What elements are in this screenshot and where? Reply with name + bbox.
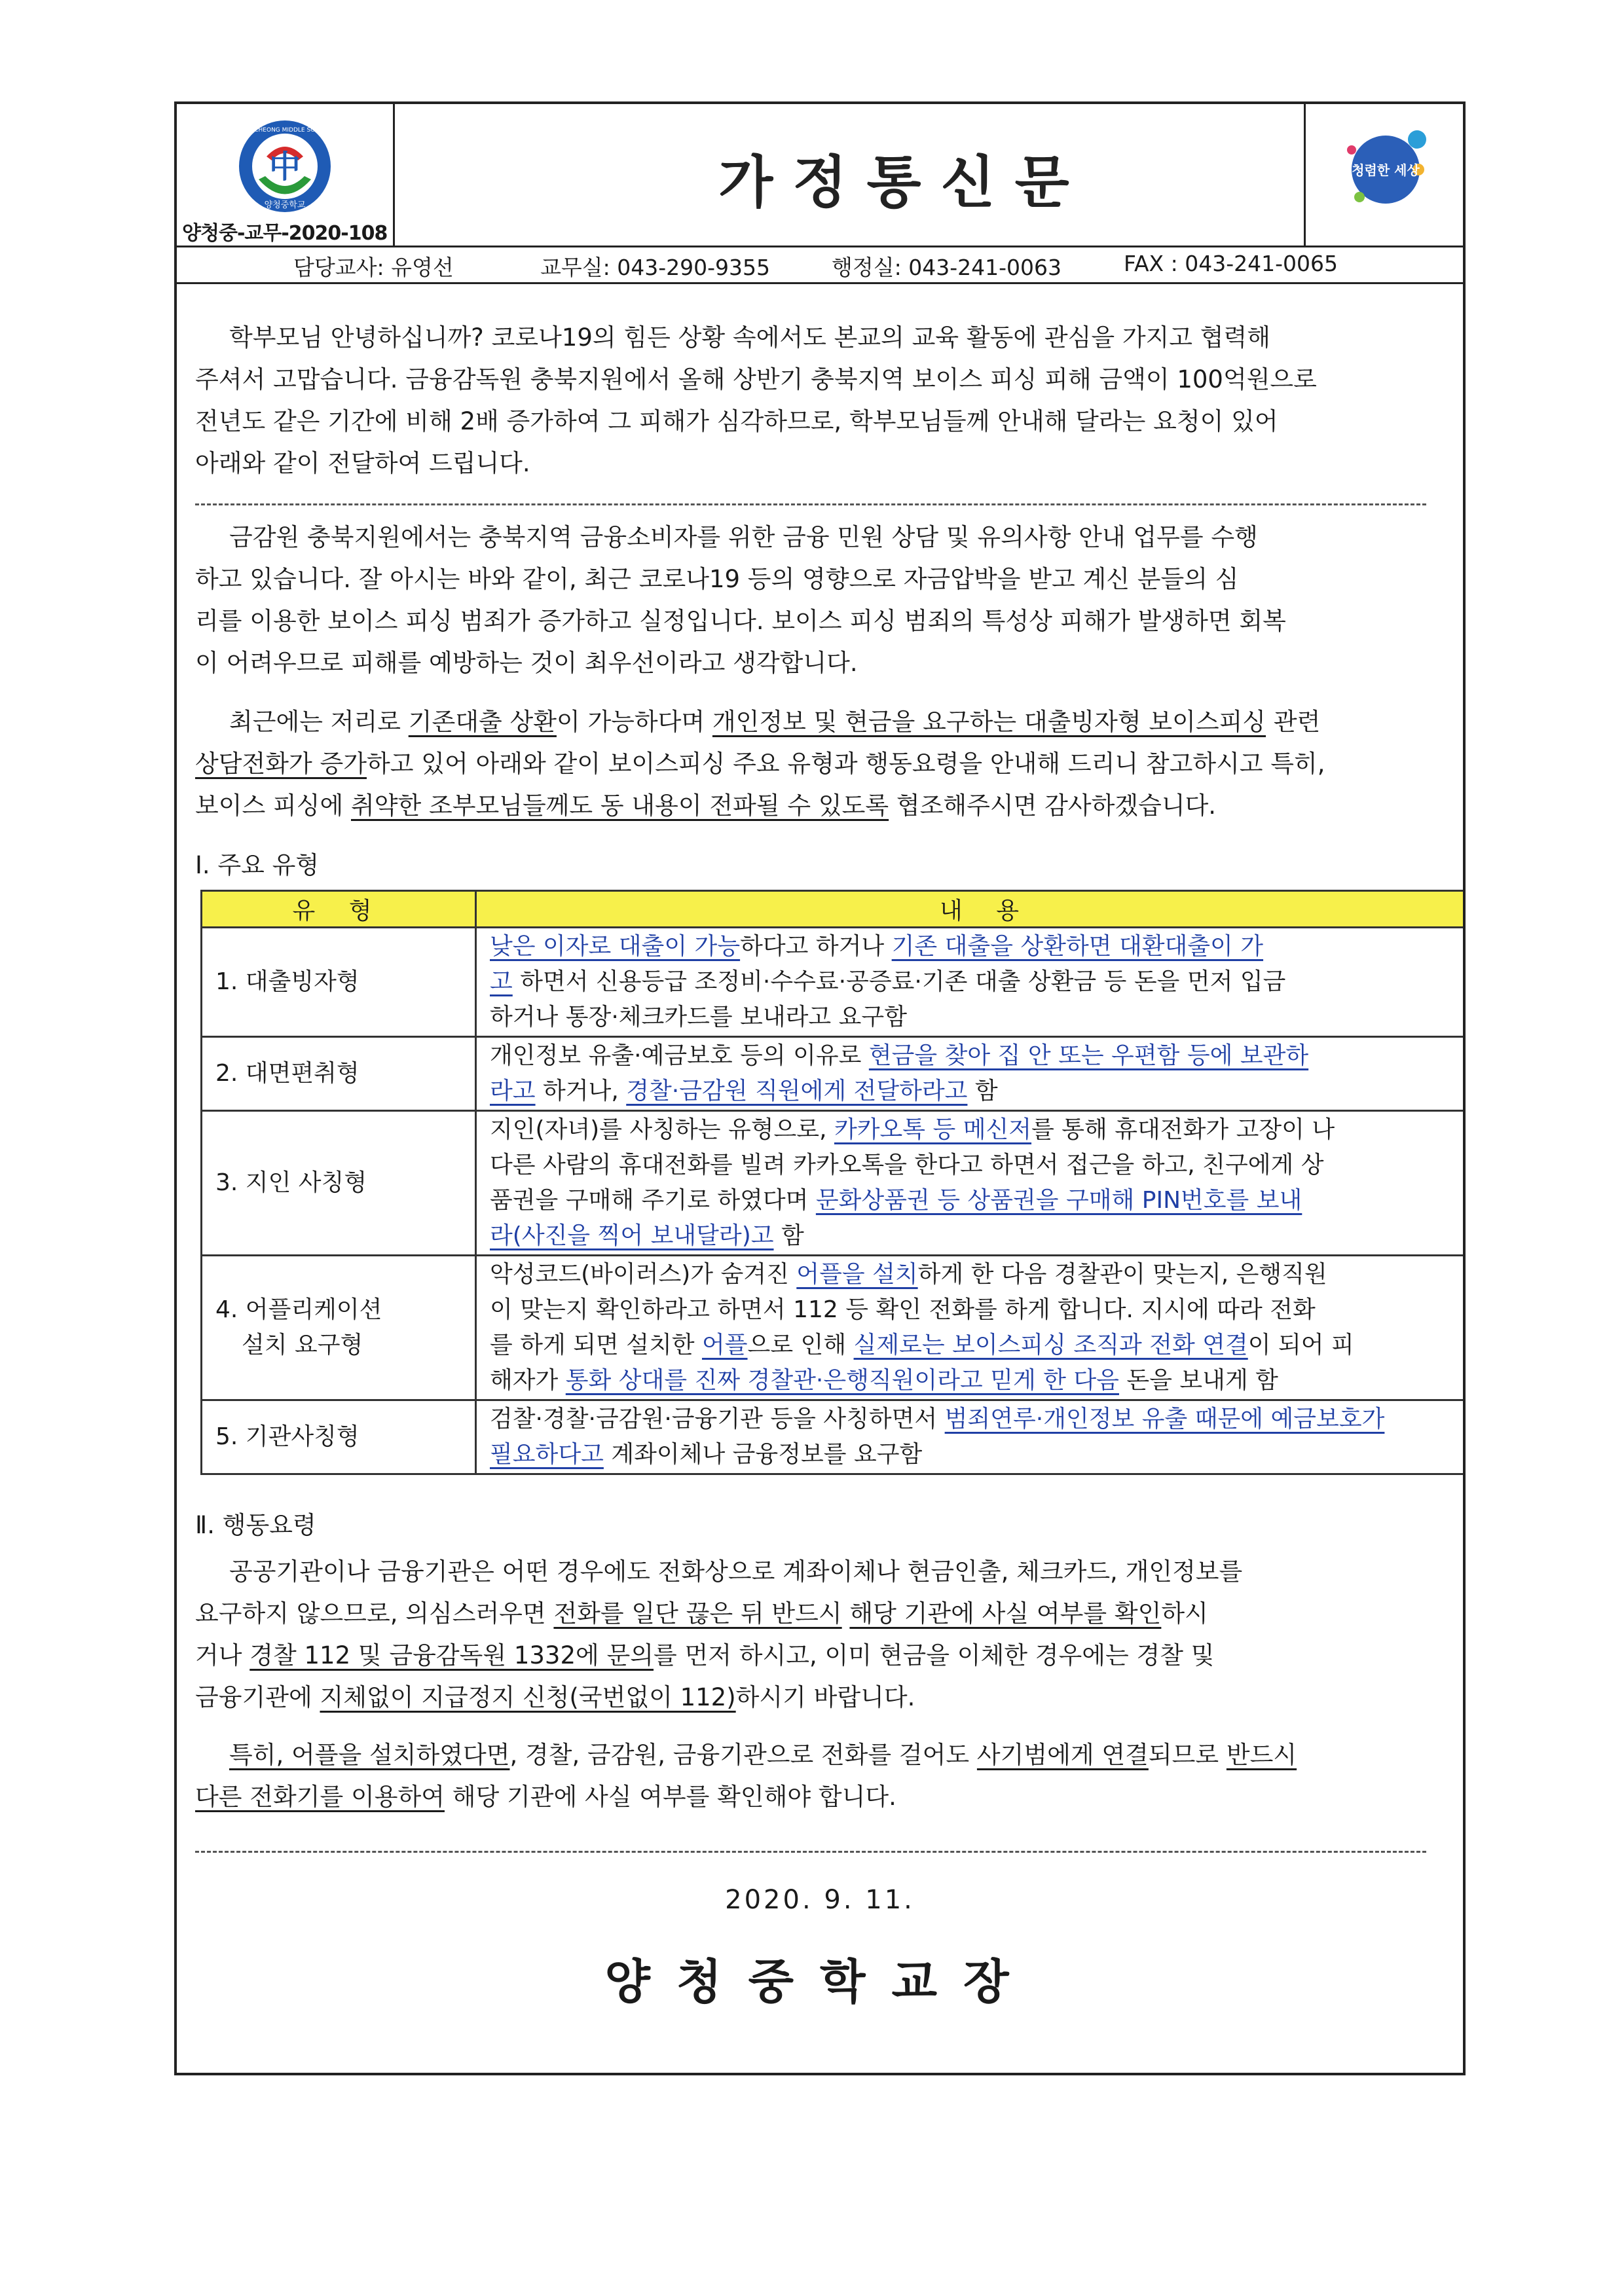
text-run: 으로 인해 (747, 1332, 854, 1358)
type-name-line: 4. 어플리케이션 (215, 1296, 382, 1323)
type-description (476, 1111, 1466, 1256)
text-run: 지인(자녀)를 사칭하는 유형으로, (490, 1116, 834, 1143)
action-line (195, 1776, 1446, 1818)
text-run: 하시 (1161, 1599, 1208, 1628)
type-description (476, 1400, 1466, 1474)
dashed-divider (195, 1851, 1426, 1853)
text-run: 보이스 피싱에 (195, 792, 351, 820)
action-line (195, 1593, 1446, 1635)
header-type: 유 형 (202, 891, 476, 928)
text-run: 최근에는 저리로 (229, 708, 409, 736)
text-run: 악성코드(바이러스)가 숨겨진 (490, 1261, 797, 1288)
body-paragraph-1 (195, 517, 1446, 684)
header (177, 104, 1463, 247)
text-run: 하다고 하거나 (740, 933, 892, 960)
text-run: 관련 (1266, 708, 1321, 736)
text-run: 기존 대출을 상환하면 대환대출이 가 (891, 933, 1264, 960)
office-phone: 교무실: 043-290-9355 (540, 255, 771, 280)
text-run: 돈을 보내게 함 (1118, 1367, 1278, 1394)
body-line: 금감원 충북지원에서는 충북지역 금융소비자를 위한 금융 민원 상담 및 유의사항 안내 업무를 수행 (229, 523, 1258, 551)
contact-bar (177, 246, 1463, 284)
page-title: 가정통신문 (718, 150, 1089, 215)
text-run: 고 (490, 968, 513, 995)
fax-number: FAX : 043-241-0065 (1124, 251, 1338, 276)
types-table (200, 890, 1466, 1475)
body-paragraph-2 (195, 701, 1446, 827)
text-run: 하거나 통장·체크카드를 보내라고 요구함 (490, 1004, 907, 1030)
type-name: 2. 대면편취형 (202, 1037, 476, 1111)
school-logo-icon (232, 117, 337, 215)
text-run: 카카오톡 등 메신저 (834, 1116, 1032, 1143)
text-run: 이 맞는지 확인하라고 하면서 112 등 확인 전화를 하게 합니다. 지시에 따라 전화 (490, 1296, 1316, 1323)
underlined-run: 경찰 112 및 금융감독원 1332에 문의 (249, 1641, 654, 1669)
underlined-run: 반드시 (1226, 1741, 1297, 1769)
text-run: 를 통해 휴대전화가 고장이 나 (1031, 1116, 1335, 1143)
admin-phone: 행정실: 043-241-0063 (832, 255, 1062, 280)
action-paragraph-1 (195, 1551, 1446, 1719)
text-run: 이 되어 피 (1247, 1332, 1354, 1358)
text-run: 개인정보 유출·예금보호 등의 이유로 (490, 1042, 869, 1069)
underlined-run: 개인정보 및 현금을 요구하는 대출빙자형 보이스피싱 (712, 708, 1266, 736)
text-run: 경찰·금감원 직원에게 전달하라고 (626, 1078, 968, 1104)
text-run: 범죄연루·개인정보 유출 때문에 예금보호가 (944, 1406, 1385, 1432)
underlined-run: 전화를 일단 끊은 뒤 반드시 (553, 1599, 842, 1628)
type-name: 1. 대출빙자형 (202, 928, 476, 1037)
body-line (195, 785, 1446, 827)
type-description (476, 1256, 1466, 1400)
text-run: 필요하다고 (490, 1441, 604, 1468)
text-run: 협조해주시면 감사하겠습니다. (889, 792, 1217, 820)
type-description (476, 928, 1466, 1037)
action-paragraph-2 (195, 1734, 1446, 1818)
text-run: 품권을 구매해 주기로 하였다며 (490, 1187, 816, 1214)
table-row (202, 1400, 1466, 1474)
teacher-info: 담당교사: 유영선 (293, 255, 454, 280)
dashed-divider (195, 503, 1426, 505)
type-description (476, 1037, 1466, 1111)
text-run: 어플을 설치 (796, 1261, 918, 1288)
text-run: 거나 (195, 1641, 250, 1669)
text-run (842, 1599, 850, 1628)
action-line (195, 1734, 1446, 1776)
text-run: 현금을 찾아 집 안 또는 우편함 등에 보관하 (868, 1042, 1309, 1069)
header-content: 내 용 (476, 891, 1466, 928)
intro-line: 아래와 같이 전달하여 드립니다. (195, 449, 530, 477)
body-line: 이 어려우므로 피해를 예방하는 것이 최우선이라고 생각합니다. (195, 649, 858, 677)
body-line (195, 701, 1446, 743)
logo-char: 中 (268, 149, 301, 185)
underlined-run: 취약한 조부모님들께도 동 내용이 전파될 수 있도록 (350, 792, 889, 820)
type-name-line: 설치 요구형 (242, 1332, 363, 1358)
text-run: 실제로는 보이스피싱 조직과 전화 연결 (853, 1332, 1248, 1358)
logo-ring-text: YANGCHEONG MIDDLE SCHOOL (238, 127, 332, 134)
underlined-run: 다른 전화기를 이용하여 (195, 1783, 445, 1811)
document-frame (174, 101, 1466, 2075)
text-run: 를 먼저 하시고, 이미 현금을 이체한 경우에는 경찰 및 (654, 1641, 1215, 1669)
table-row (202, 1037, 1466, 1111)
text-run: 하면서 신용등급 조정비·수수료·공증료·기존 대출 상환금 등 돈을 먼저 입금 (512, 968, 1286, 995)
text-run: 함 (773, 1222, 804, 1249)
underlined-run: 상담전화가 증가 (195, 750, 367, 778)
table-row (202, 1256, 1466, 1400)
title-cell (393, 104, 1414, 246)
text-run: 해자가 (490, 1367, 566, 1394)
type-name (202, 1256, 476, 1400)
section-heading-types: Ⅰ. 주요 유형 (195, 851, 320, 879)
text-run: 를 하게 되면 설치한 (490, 1332, 702, 1358)
type-name: 3. 지인 사칭형 (202, 1111, 476, 1256)
table-row (202, 1111, 1466, 1256)
intro-line: 학부모님 안녕하십니까? 코로나19의 힘든 상황 속에서도 본교의 교육 활동에 관심을 가지고 협력해 (229, 323, 1271, 352)
document-number: 양청중-교무-2020-108 (182, 222, 388, 245)
text-run: 다른 사람의 휴대전화를 빌려 카카오톡을 한다고 하면서 접근을 하고, 친구에게 상 (490, 1152, 1324, 1178)
text-run: 해당 기관에 사실 여부를 확인해야 합니다. (444, 1783, 896, 1811)
integrity-slogan-icon (1340, 124, 1431, 215)
intro-line: 전년도 같은 기간에 비해 2배 증가하여 그 피해가 심각하므로, 학부모님들께 안내해 달라는 요청이 있어 (195, 407, 1278, 435)
text-run: 라(사진을 찍어 보내달라)고 (490, 1222, 774, 1249)
logo-cell (177, 104, 395, 246)
table-row (202, 928, 1466, 1037)
text-run: 이 가능하다며 (556, 708, 712, 736)
text-run: 되므로 (1148, 1741, 1227, 1769)
underlined-run: 기존대출 상환 (408, 708, 557, 736)
action-line (195, 1635, 1446, 1677)
principal-signature: 양청중학교장 (604, 1954, 1035, 2009)
issue-date: 2020. 9. 11. (725, 1885, 915, 1915)
intro-paragraph (195, 317, 1446, 484)
text-run: 하고 있어 아래와 같이 보이스피싱 주요 유형과 행동요령을 안내해 드리니 참고하시고 특히, (366, 750, 1325, 778)
section-heading-actions: Ⅱ. 행동요령 (195, 1511, 316, 1539)
table-header-row (202, 891, 1466, 928)
text-run: 문화상품권 등 상품권을 구매해 PIN번호를 보내 (815, 1187, 1302, 1214)
text-run: 하게 한 다음 경찰관이 맞는지, 은행직원 (917, 1261, 1327, 1288)
body-line: 리를 이용한 보이스 피싱 범죄가 증가하고 실정입니다. 보이스 피싱 범죄의 특성상 피해가 발생하면 회복 (195, 607, 1286, 635)
text-run: 계좌이체나 금융정보를 요구함 (603, 1441, 923, 1468)
underlined-run: 특히, 어플을 설치하였다면 (229, 1741, 510, 1769)
text-run: 요구하지 않으므로, 의심스러우면 (195, 1599, 554, 1628)
text-run: 낮은 이자로 대출이 가능 (490, 933, 741, 960)
text-run: , 경찰, 금감원, 금융기관으로 전화를 걸어도 (509, 1741, 977, 1769)
intro-line: 주셔서 고맙습니다. 금융감독원 충북지원에서 올해 상반기 충북지역 보이스 피싱 피해 금액이 100억원으로 (195, 365, 1317, 393)
slogan-text: 청렴한 세상 (1352, 162, 1420, 178)
text-run: 하거나, (535, 1078, 627, 1104)
slogan-cell (1304, 104, 1463, 246)
text-run: 통화 상대를 진짜 경찰관·은행직원이라고 믿게 한 다음 (565, 1367, 1119, 1394)
underlined-run: 해당 기관에 사실 여부를 확인 (849, 1599, 1162, 1628)
body-line: 하고 있습니다. 잘 아시는 바와 같이, 최근 코로나19 등의 영향으로 자금압박을 받고 계신 분들의 심 (195, 565, 1239, 593)
action-line: 공공기관이나 금융기관은 어떤 경우에도 전화상으로 계좌이체나 현금인출, 체크카드, 개인정보를 (229, 1558, 1243, 1586)
underlined-run: 사기범에게 연결 (976, 1741, 1149, 1769)
text-run: 하시기 바랍니다. (735, 1683, 915, 1711)
text-run: 검찰·경찰·금감원·금융기관 등을 사칭하면서 (490, 1406, 945, 1432)
logo-bottom-text: 양청중학교 (264, 200, 306, 210)
text-run: 어플 (701, 1332, 748, 1358)
text-run: 라고 (490, 1078, 536, 1104)
action-line (195, 1677, 1446, 1719)
body-line (195, 743, 1446, 785)
text-run: 금융기관에 (195, 1683, 320, 1711)
type-name: 5. 기관사칭형 (202, 1400, 476, 1474)
text-run: 함 (967, 1078, 998, 1104)
underlined-run: 지체없이 지급정지 신청(국번없이 112) (320, 1683, 736, 1711)
